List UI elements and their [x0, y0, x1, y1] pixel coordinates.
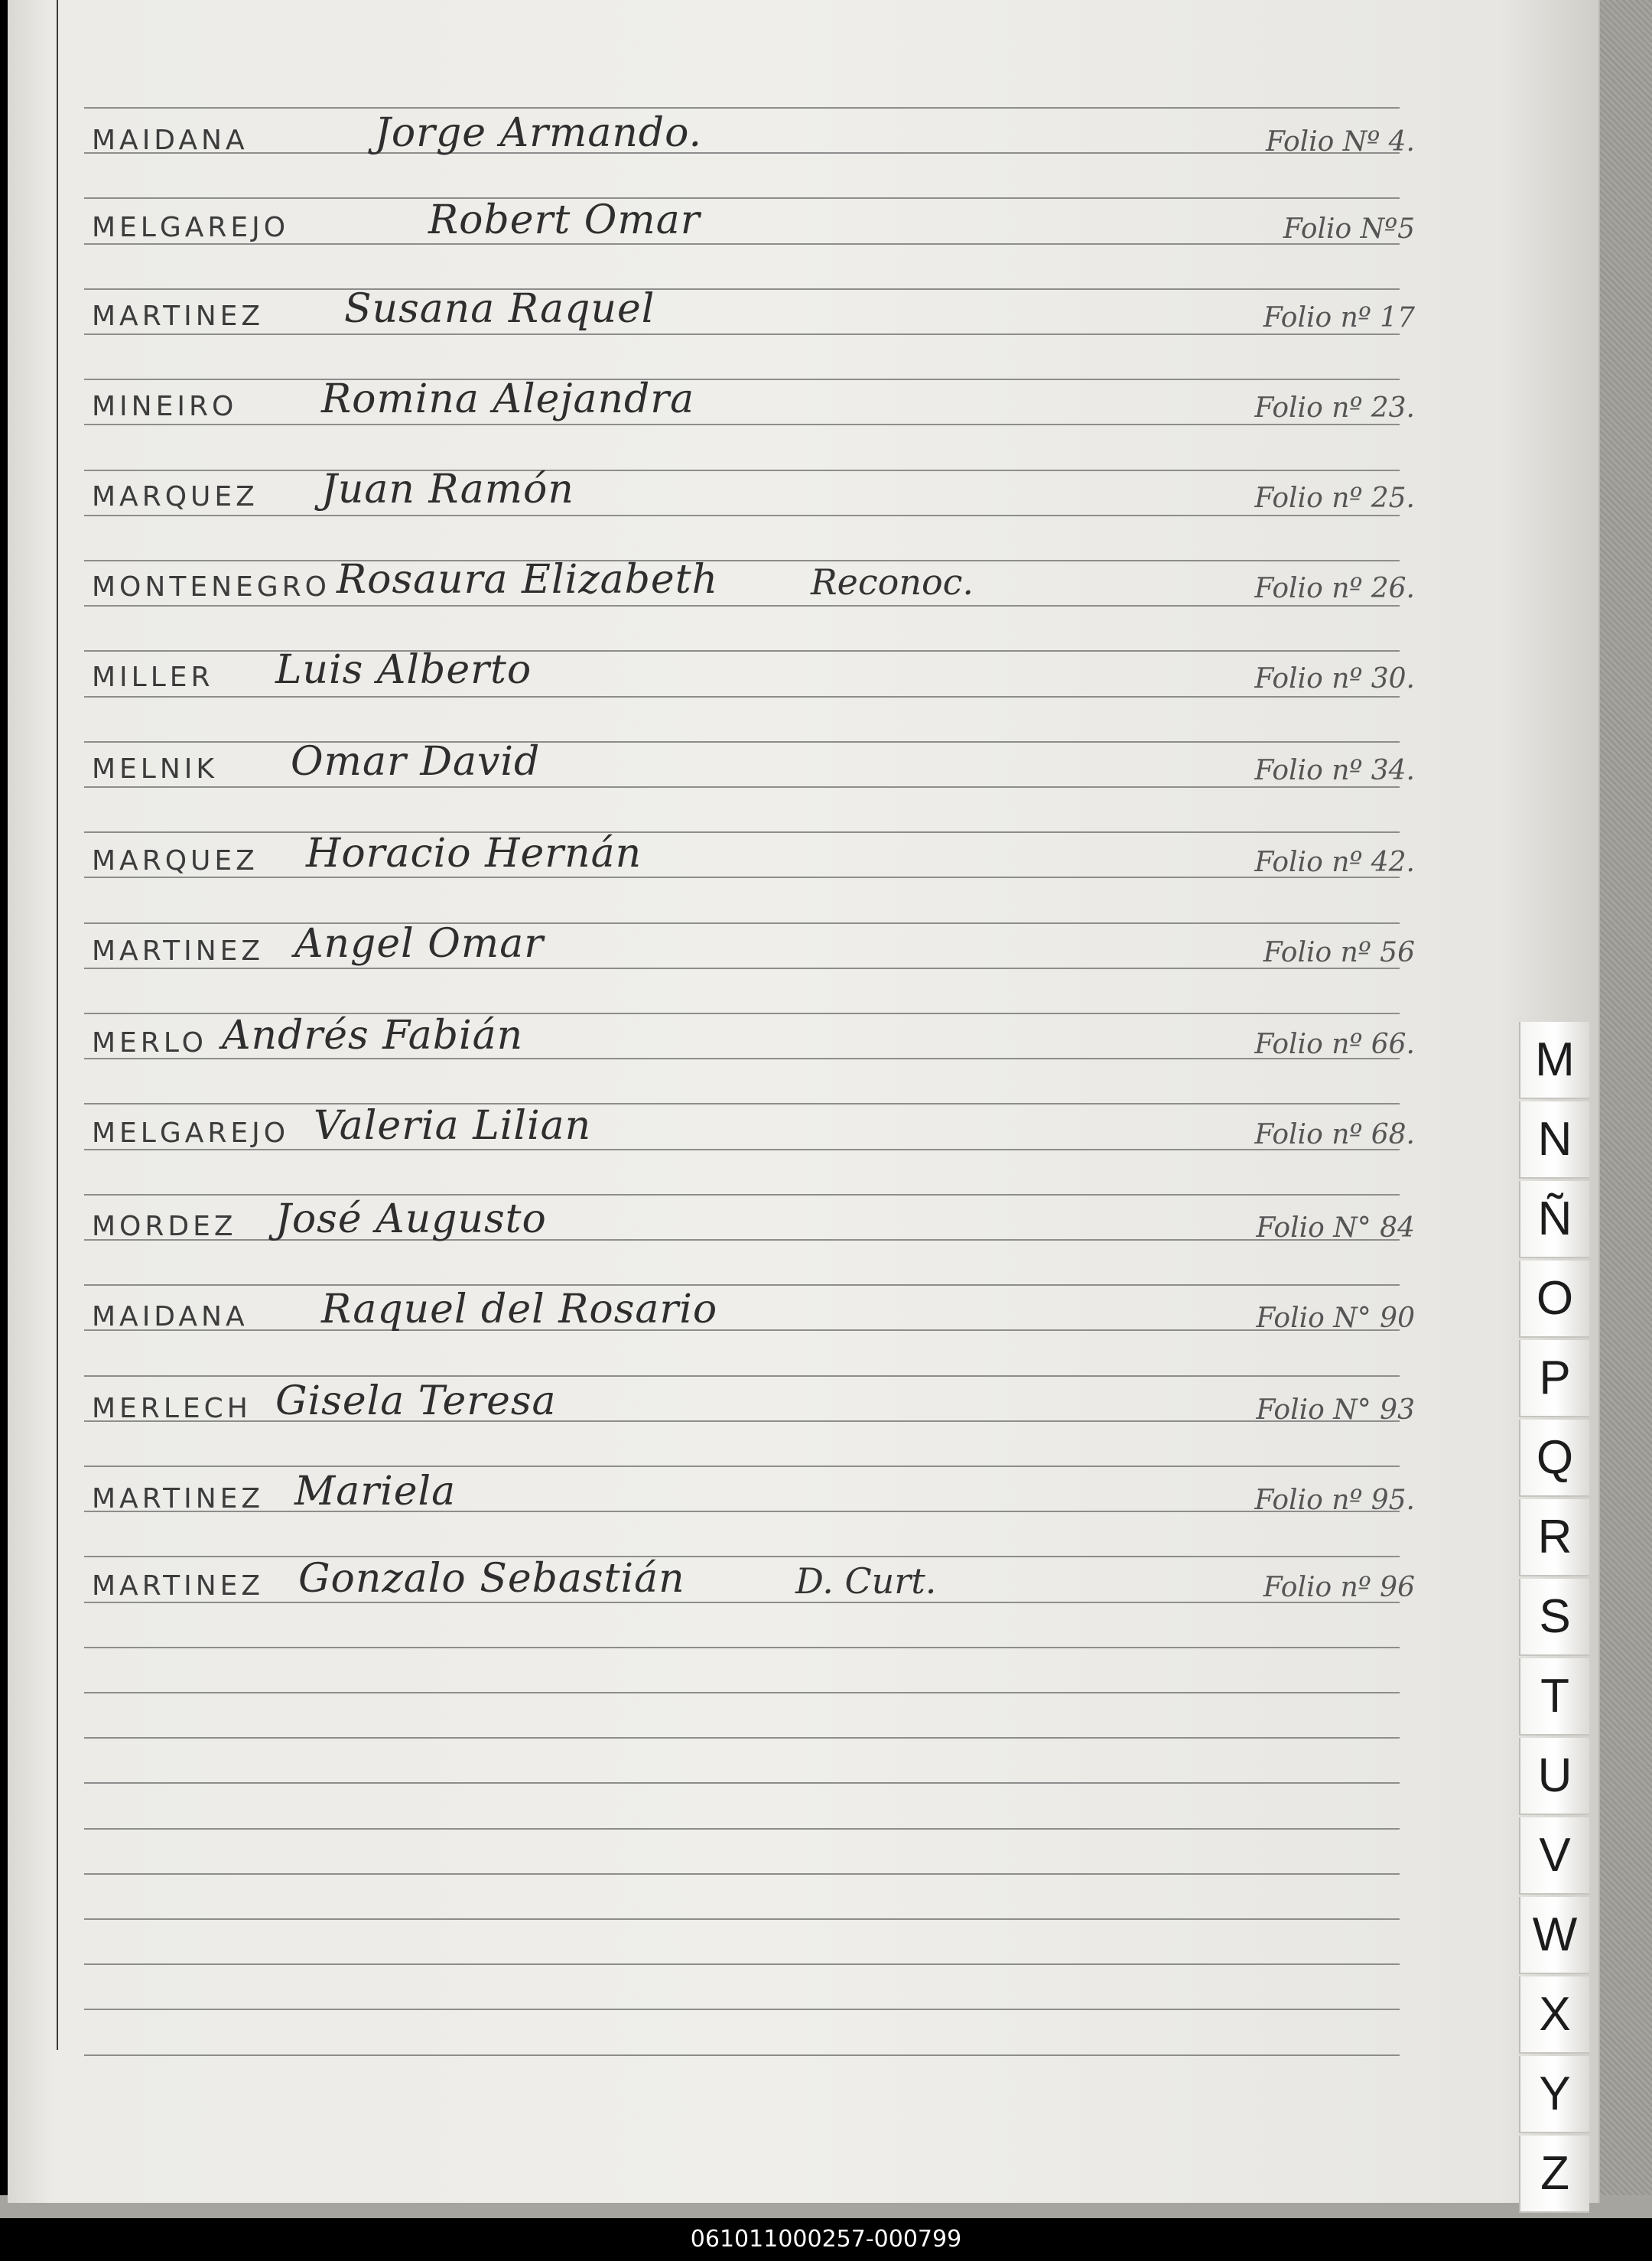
entry-surname: MILLER — [92, 662, 214, 693]
entry-given-name: José Augusto — [275, 1196, 547, 1242]
tab-z[interactable]: Z — [1519, 2136, 1589, 2213]
entry-folio: Folio nº 66. — [1254, 1029, 1415, 1060]
list-item — [92, 644, 1415, 698]
entry-folio: Folio N° 93 — [1256, 1394, 1415, 1426]
ledger-page — [8, 0, 1600, 2203]
entry-given-name: Angel Omar — [294, 921, 545, 967]
tab-s[interactable]: S — [1519, 1579, 1589, 1656]
entry-folio: Folio nº 30. — [1254, 663, 1415, 695]
list-item — [92, 194, 1415, 248]
entry-given-name: Jorge Armando. — [375, 110, 703, 156]
entry-surname: MONTENEGRO — [92, 571, 330, 603]
entry-surname: MORDEZ — [92, 1211, 237, 1242]
entry-given-name: Susana Raquel — [344, 286, 655, 332]
tab-m[interactable]: M — [1519, 1022, 1589, 1099]
entry-given-name: Horacio Hernán — [306, 831, 642, 877]
entry-folio: Folio N° 84 — [1256, 1212, 1415, 1244]
entry-folio: Folio nº 25. — [1254, 483, 1415, 514]
entry-surname: MARTINEZ — [92, 301, 265, 332]
entry-folio: Folio nº 17 — [1263, 302, 1415, 333]
entry-given-name: Valeria Lilian — [314, 1103, 592, 1149]
entry-surname: MARQUEZ — [92, 845, 259, 877]
list-item — [92, 283, 1415, 337]
tab-u[interactable]: U — [1519, 1738, 1589, 1815]
list-item — [92, 828, 1415, 881]
ruled-line — [84, 1918, 1400, 1920]
list-item — [92, 107, 1415, 161]
entry-given-name: Omar David — [291, 739, 541, 785]
entry-given-name: Andrés Fabián — [222, 1013, 524, 1059]
entry-folio: Folio nº 96 — [1263, 1572, 1415, 1603]
entry-given-name: Mariela — [294, 1469, 457, 1514]
tab-x[interactable]: X — [1519, 1976, 1589, 2054]
list-item — [92, 1553, 1415, 1606]
entry-surname: MELGAREJO — [92, 212, 290, 243]
ruled-line — [84, 1737, 1400, 1739]
document-id-footer: 061011000257-000799 — [0, 2218, 1652, 2261]
entry-given-name: Romina Alejandra — [321, 376, 695, 422]
alphabet-tabs — [1519, 1022, 1589, 2215]
entry-surname: MAIDANA — [92, 125, 249, 156]
entry-given-name: Juan Ramón — [321, 467, 574, 512]
entry-surname: MERLO — [92, 1027, 207, 1059]
entry-folio: Folio N° 90 — [1256, 1303, 1415, 1334]
margin-line — [57, 0, 58, 2050]
entry-surname: MARTINEZ — [92, 1570, 265, 1602]
entry-surname: MAIDANA — [92, 1301, 249, 1332]
entry-given-name: Robert Omar — [428, 197, 701, 243]
tab-r[interactable]: R — [1519, 1499, 1589, 1576]
entry-folio: Folio nº 56 — [1263, 937, 1415, 968]
tab-enye[interactable]: Ñ — [1519, 1181, 1589, 1258]
tab-w[interactable]: W — [1519, 1897, 1589, 1974]
list-item — [92, 1375, 1415, 1429]
list-item — [92, 1283, 1415, 1337]
entry-given-name: Rosaura Elizabeth — [337, 557, 719, 603]
list-item — [92, 464, 1415, 517]
list-item — [92, 918, 1415, 971]
ruled-line — [84, 1782, 1400, 1784]
list-item — [92, 373, 1415, 427]
entry-folio: Folio nº 23. — [1254, 392, 1415, 424]
tab-p[interactable]: P — [1519, 1340, 1589, 1417]
ruled-line — [84, 1692, 1400, 1693]
entry-surname: MELGAREJO — [92, 1117, 290, 1149]
entry-surname: MINEIRO — [92, 391, 238, 422]
entry-given-name: Luis Alberto — [275, 647, 532, 693]
list-item — [92, 736, 1415, 789]
tab-y[interactable]: Y — [1519, 2056, 1589, 2133]
entry-folio: Folio Nº5 — [1283, 213, 1415, 245]
entry-note: Reconoc. — [811, 561, 974, 603]
tab-v[interactable]: V — [1519, 1817, 1589, 1895]
ruled-line — [84, 1828, 1400, 1830]
entry-given-name: Raquel del Rosario — [321, 1287, 718, 1332]
ruled-line — [84, 1647, 1400, 1648]
entry-folio: Folio Nº 4. — [1265, 126, 1415, 158]
tab-q[interactable]: Q — [1519, 1420, 1589, 1497]
entry-surname: MELNIK — [92, 753, 219, 785]
list-item — [92, 1010, 1415, 1063]
entry-surname: MARTINEZ — [92, 1483, 265, 1514]
ruled-line — [84, 2054, 1400, 2056]
entry-folio: Folio nº 68. — [1254, 1119, 1415, 1150]
entry-given-name: Gisela Teresa — [275, 1378, 557, 1424]
ruled-line — [84, 1963, 1400, 1965]
entry-folio: Folio nº 34. — [1254, 755, 1415, 786]
entry-surname: MARQUEZ — [92, 481, 259, 512]
list-item — [92, 1466, 1415, 1519]
ruled-line — [84, 1873, 1400, 1875]
entry-surname: MERLECH — [92, 1393, 252, 1424]
tab-o[interactable]: O — [1519, 1261, 1589, 1338]
entry-surname: MARTINEZ — [92, 935, 265, 967]
entry-folio: Folio nº 26. — [1254, 573, 1415, 604]
entry-note: D. Curt. — [795, 1560, 937, 1602]
list-item — [92, 554, 1415, 607]
entry-given-name: Gonzalo Sebastián — [298, 1556, 685, 1602]
list-item — [92, 1193, 1415, 1247]
tab-n[interactable]: N — [1519, 1101, 1589, 1179]
tab-t[interactable]: T — [1519, 1658, 1589, 1736]
ruled-line — [84, 2009, 1400, 2010]
entry-folio: Folio nº 42. — [1254, 847, 1415, 878]
list-item — [92, 1100, 1415, 1153]
entry-folio: Folio nº 95. — [1254, 1485, 1415, 1516]
